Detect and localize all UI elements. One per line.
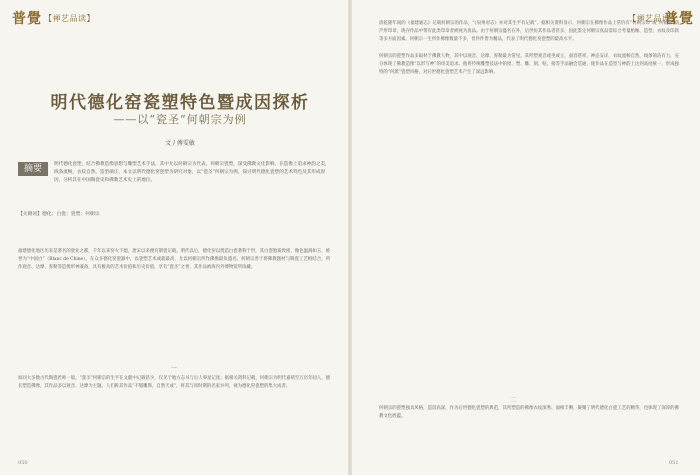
section-marker: 一 [170, 365, 179, 372]
left-page [0, 0, 349, 475]
body-paragraph: 福建德化地区历来是著名的瓷业之都，千年以来窑火不熄，唐宋以来便有制瓷记载。明代以后，德化窑以烧造白瓷著称于世，其白瓷胎质致密，釉色温润如玉，被誉为“中国白”（Blanc de Chine）。在众多德化窑瓷器中，以瓷塑艺术成就最高，尤以何朝宗所作佛像最负盛名。何朝宗善于将佛教题材与陶瓷工艺相结合，所作观音、达摩、弥勒等造像形神兼备，具有极高的艺术价值和历史价值，享有“瓷圣”之誉，其作品被海内外博物馆所珍藏。 [18, 249, 330, 271]
body-paragraph: 清乾隆年间的《福建通志》记载何朝宗的作品，“《泉州府志》亦对其生平有记载”。据相关资料显示，何朝宗在佛像作品上常钤有“何朝宗印”或“何朝宗”葫芦形印章，现存作品中带有此类印章者被视为真品。由于何朝宗盛名在外，后世仿其作品者甚多，因此鉴定何朝宗真品需综合考量胎釉、造型、衣纹及印款等多方面因素。何朝宗一生所作佛像数量不多，但件件皆为精品，代表了明代德化窑瓷塑的最高水平。 何朝宗的瓷塑作品多取材于佛教人物，其中以观音、达摩、弥勒最为常见。其所塑观音或坐或立，面容慈祥，神态安详，衣纹流畅自然，线条简洁有力，充分体现了佛教造像“以形写神”的审美追求。他将传统雕塑技法中的捏、塑、雕、刻、贴、接等手法融会贯通，使作品在造型与神韵上达到高度统一，形成独特的“何派”瓷塑风格，对后世德化瓷塑艺术产生了深远影响。 [379, 21, 679, 76]
column-tag: 【禅艺品读】 [628, 14, 679, 23]
article-subtitle: ——以“瓷圣”何朝宗为例 [113, 113, 247, 126]
page-number-right: 051 [669, 460, 679, 466]
magazine-logo: 普覺 [664, 11, 694, 27]
article-title: 明代德化窑瓷塑特色暨成因探析 [50, 93, 310, 113]
magazine-logo: 普覺 [12, 11, 42, 27]
body-paragraph: 如同大多数古代陶瓷匠师一般，“瓷圣”何朝宗的生平在文献中记载甚少，仅见于地方志书与后人零星记述。据相关资料记载，何朝宗为明代嘉靖至万历年间人，擅长塑造佛像，其作品多以观音、达摩为主题。人们称其作品“不假雕饰，自然天成”，将其与同时期的名家并列，视为德化窑瓷塑的集大成者。 [18, 376, 330, 390]
section-marker: 二 [509, 397, 518, 404]
column-tag: 【禅艺品读】 [44, 14, 95, 23]
body-paragraph: 何朝宗的瓷塑独具风格，造诣高深，作为后世德化瓷塑的典范，其所塑造的佛像衣纹深秀、面相丰腴，凝聚了明代德化白瓷工艺的精华，也体现了深厚的佛教文化底蕴。 [379, 406, 679, 420]
abstract-box [18, 156, 330, 218]
article-author: 文 / 傅雯敏 [165, 140, 195, 147]
abstract-label: 摘要 [18, 162, 48, 176]
abstract-text: 明代德化瓷塑，结合佛教造像思想与雕塑艺术手法，其中尤以何朝宗为代表。何朝宗瓷塑，深受佛教文化影响，在造像上追求神韵之美，线条流畅，衣纹自然，造型端庄。本文以明代德化窑瓷塑为研究对象，以“瓷圣”何朝宗为例，探讨明代德化瓷塑的艺术特色及其形成原因，分析其在中国陶瓷史和佛教艺术史上的地位。 [54, 162, 330, 183]
keywords: 【关键词】德化；白瓷；瓷塑；何朝宗 [18, 212, 100, 217]
right-page [351, 0, 700, 475]
page-number-left: 050 [18, 460, 28, 466]
